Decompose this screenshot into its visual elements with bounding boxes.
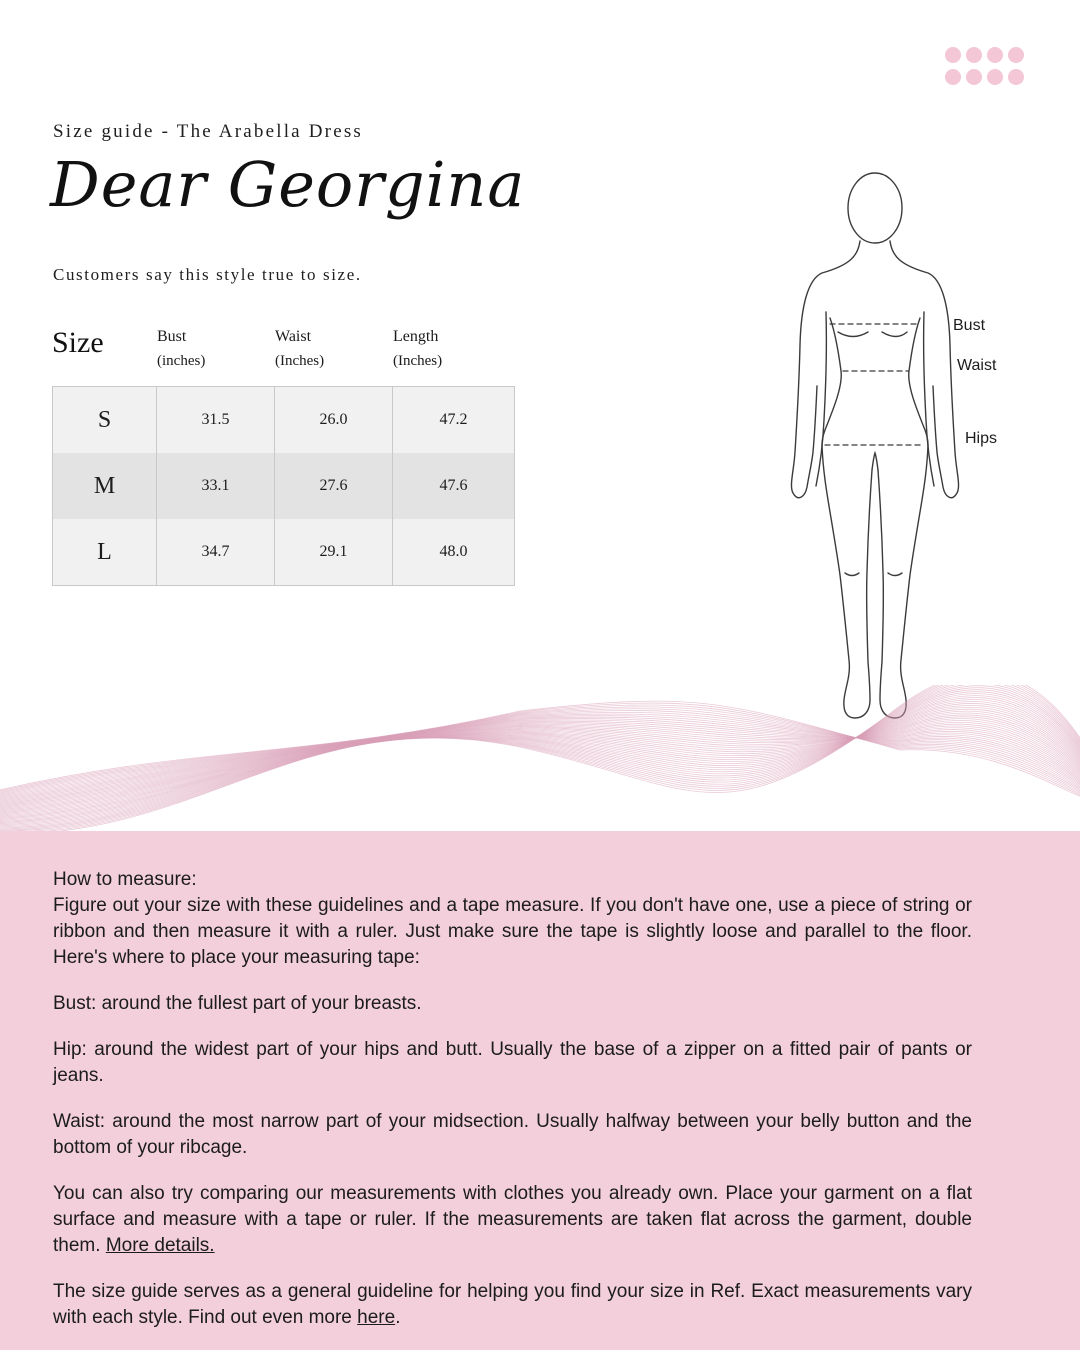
dot-icon: [1008, 69, 1024, 85]
table-row-l: [53, 519, 514, 585]
dot-icon: [1008, 47, 1024, 63]
waist-column-header: Waist (Inches): [275, 328, 325, 369]
figure-waist-label: Waist: [957, 357, 997, 374]
table-row-s: [53, 387, 514, 453]
dots-decoration: [945, 47, 1024, 85]
waist-value: 27.6: [275, 453, 393, 519]
size-table-grid: [52, 386, 515, 586]
compare-paragraph: You can also try comparing our measurements with clothes you already own. Place your garment on a flat surface and measure with a tape or ruler. If the measurements are taken flat across the garment, double them. More details.: [53, 1183, 972, 1256]
waist-value: 29.1: [275, 519, 393, 585]
length-column-header: Length (Inches): [393, 328, 443, 369]
page-title: Dear Georgina: [50, 148, 526, 221]
dot-icon: [987, 47, 1003, 63]
bust-value: 31.5: [157, 387, 275, 453]
how-to-measure-panel: [0, 831, 1080, 1350]
how-to-heading: How to measure:: [53, 869, 197, 890]
intro-paragraph: Figure out your size with these guidelines and a tape measure. If you don't have one, use a piece of string or ribbon and then measure it with a ruler. Just make sure the tape is slightly loose and parallel to the floor. Here's where to place your measuring tape:: [53, 895, 972, 968]
length-value: 47.2: [439, 411, 468, 428]
length-value: 48.0: [439, 543, 468, 560]
dot-icon: [945, 47, 961, 63]
size-value: M: [53, 453, 157, 519]
waist-paragraph: Waist: around the most narrow part of your midsection. Usually halfway between your belly button and the bottom of your ribcage.: [53, 1111, 972, 1158]
size-value: L: [53, 519, 157, 585]
page-subtitle: Customers say this style true to size.: [53, 265, 362, 284]
dot-icon: [987, 69, 1003, 85]
wave-decoration: [0, 685, 1080, 831]
length-value: 47.6: [439, 477, 468, 494]
bust-paragraph: Bust: around the fullest part of your breasts.: [53, 993, 422, 1014]
hip-paragraph: Hip: around the widest part of your hips and butt. Usually the base of a zipper on a fitted pair of pants or jeans.: [53, 1039, 972, 1086]
bust-value: 33.1: [157, 453, 275, 519]
figure-bust-label: Bust: [953, 317, 986, 334]
table-row-m: [53, 453, 514, 519]
here-link[interactable]: here: [357, 1307, 396, 1328]
body-figure-icon: [785, 162, 1005, 742]
size-column-header: Size: [52, 326, 104, 359]
dot-icon: [966, 47, 982, 63]
waist-value: 26.0: [275, 387, 393, 453]
page-eyebrow: Size guide - The Arabella Dress: [53, 121, 364, 142]
size-value: S: [53, 387, 157, 453]
size-table: [52, 322, 515, 586]
bust-value: 34.7: [157, 519, 275, 585]
figure-hips-label: Hips: [965, 430, 998, 447]
dot-icon: [945, 69, 961, 85]
more-details-link[interactable]: More details.: [105, 1235, 215, 1256]
size-table-header: [52, 322, 515, 374]
bust-column-header: Bust (inches): [157, 328, 206, 369]
disclaimer-paragraph: The size guide serves as a general guideline for helping you find your size in Ref. Exact measurements vary with each style. Find out even more here.: [53, 1281, 972, 1328]
dot-icon: [966, 69, 982, 85]
